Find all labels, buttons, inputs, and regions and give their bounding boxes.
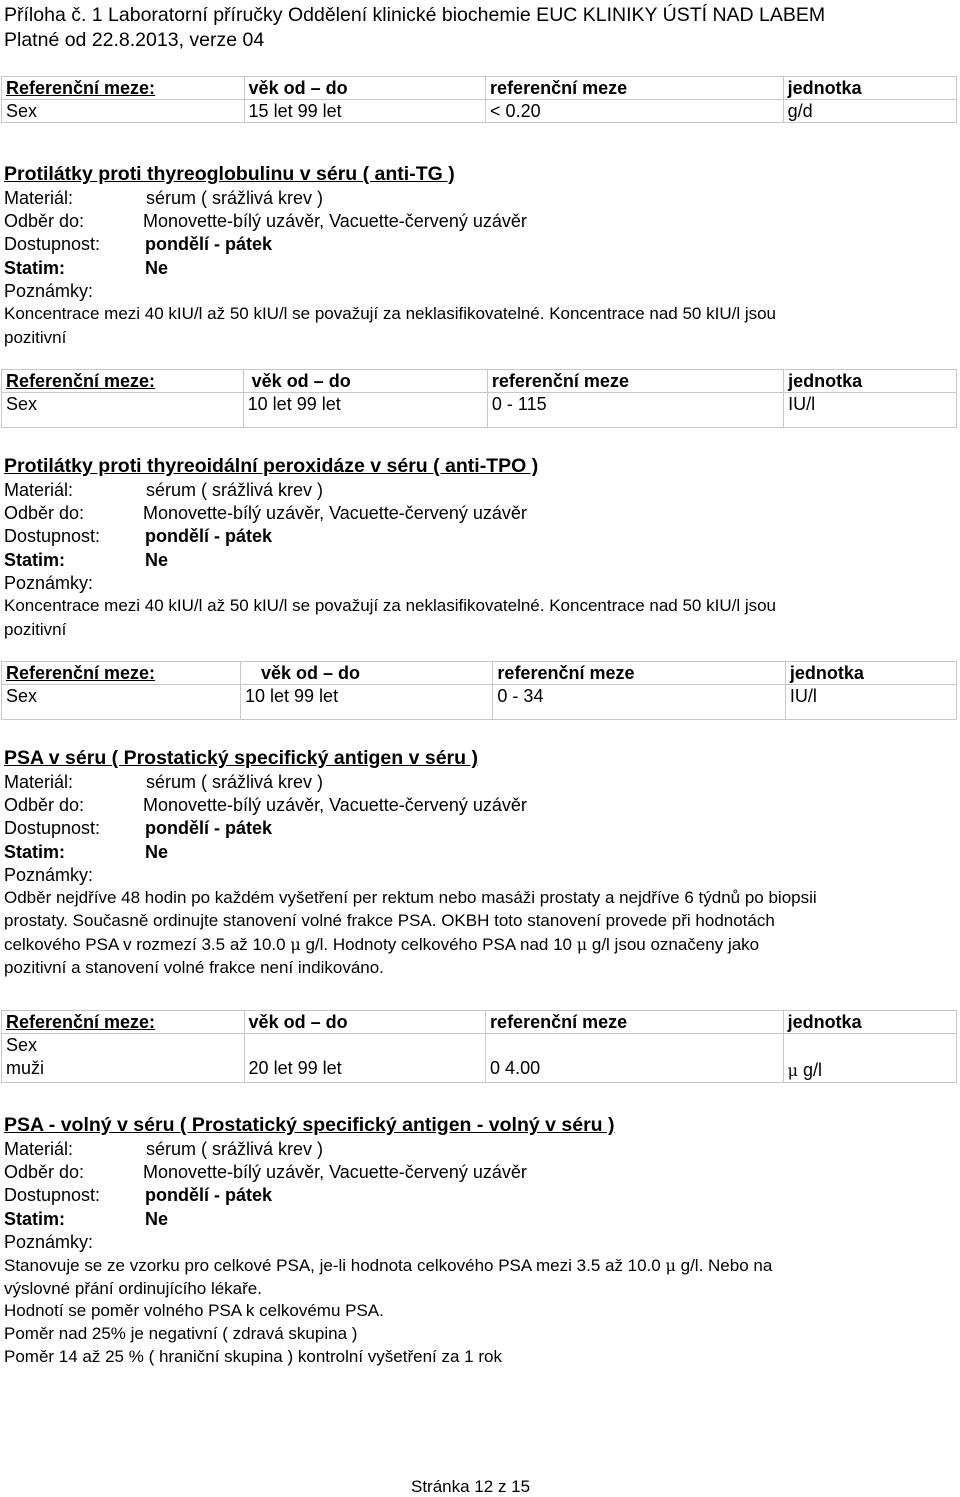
value-material: sérum ( srážlivá krev ): [146, 480, 324, 500]
value-dostupnost: pondělí - pátek: [145, 818, 273, 838]
header-age: věk od – do: [243, 370, 487, 393]
label-dostupnost: Dostupnost:: [4, 818, 101, 838]
note-line: pozitivní: [4, 620, 67, 639]
label-poznamky: Poznámky:: [4, 1232, 94, 1252]
table-row: [2, 1034, 957, 1083]
value-material: sérum ( srážlivá krev ): [146, 1139, 324, 1159]
cell-sex: Sex: [2, 393, 244, 428]
note-line: prostaty. Současně ordinujte stanovení volné frakce PSA. OKBH toto stanovení provede při hodnotách: [4, 911, 775, 930]
label-odber: Odběr do:: [4, 1162, 85, 1182]
cell-sex-group: [2, 1034, 245, 1083]
page-number: Stránka 12 z 15: [411, 1477, 531, 1496]
note-text-part: g/l. Nebo na: [680, 1256, 773, 1275]
label-odber: Odběr do:: [4, 211, 85, 231]
note-text: g/l jsou označeny jako: [591, 935, 760, 954]
note-line: Poměr 14 až 25 % ( hraniční skupina ) kontrolní vyšetření za 1 rok: [4, 1347, 502, 1366]
note-text: celkového PSA v rozmezí 3.5 až 10.0: [4, 935, 291, 954]
header-unit: jednotka: [784, 370, 957, 393]
label-dostupnost: Dostupnost:: [4, 1185, 101, 1205]
micro-symbol: μ: [576, 935, 588, 954]
value-odber: Monovette-bílý uzávěr, Vacuette-červený uzávěr: [143, 795, 527, 815]
reference-table-anti-tg: [1, 369, 957, 428]
header-range: referenční meze: [486, 1011, 784, 1034]
label-odber: Odběr do:: [4, 795, 85, 815]
unit-text: g/l: [802, 1060, 822, 1080]
header-range: referenční meze: [486, 77, 784, 100]
cell-unit: [783, 1034, 956, 1083]
label-statim: Statim:: [4, 842, 66, 862]
note-line: Koncentrace mezi 40 kIU/l až 50 kIU/l se považují za neklasifikovatelné. Koncentrace nad 50 kIU/l jsou: [4, 596, 777, 615]
note-line: pozitivní: [4, 328, 67, 347]
label-material: Materiál:: [4, 188, 74, 208]
header-unit: jednotka: [785, 662, 956, 685]
reference-table-top: [1, 76, 957, 123]
table-header-row: [2, 77, 957, 100]
value-dostupnost: pondělí - pátek: [145, 526, 273, 546]
note-line: výslovné přání ordinujícího lékaře.: [4, 1279, 262, 1298]
note-line: [4, 1255, 956, 1276]
section-title-psa: PSA v séru ( Prostatický specifický antigen v séru ): [4, 747, 478, 769]
value-statim: Ne: [145, 1209, 169, 1229]
value-statim: Ne: [145, 550, 169, 570]
cell-range: 0 - 34: [493, 685, 785, 720]
header-age: věk od – do: [241, 662, 493, 685]
label-dostupnost: Dostupnost:: [4, 526, 101, 546]
header-range: referenční meze: [493, 662, 785, 685]
cell-sex: Sex: [2, 685, 241, 720]
label-poznamky: Poznámky:: [4, 281, 94, 301]
note-line: Poměr nad 25% je negativní ( zdravá skupina ): [4, 1324, 358, 1343]
header-range: referenční meze: [487, 370, 783, 393]
cell-sex: Sex: [2, 100, 245, 123]
header-ref: Referenční meze:: [2, 370, 244, 393]
table-header-row: [2, 1011, 957, 1034]
value-odber: Monovette-bílý uzávěr, Vacuette-červený uzávěr: [143, 1162, 527, 1182]
value-material: sérum ( srážlivá krev ): [146, 188, 324, 208]
micro-symbol: μ: [787, 1061, 798, 1080]
header-ref: Referenční meze:: [2, 77, 245, 100]
label-odber: Odběr do:: [4, 503, 85, 523]
section-title-free-psa: PSA - volný v séru ( Prostatický specifický antigen - volný v séru ): [4, 1114, 615, 1136]
note-line: pozitivní a stanovení volné frakce není indikováno.: [4, 958, 384, 977]
header-ref: Referenční meze:: [2, 1011, 245, 1034]
value-statim: Ne: [145, 258, 169, 278]
value-odber: Monovette-bílý uzávěr, Vacuette-červený uzávěr: [143, 211, 527, 231]
table-row: [2, 100, 957, 123]
section-title-anti-tg: Protilátky proti thyreoglobulinu v séru ( anti-TG ): [4, 163, 455, 185]
note-text-part: Stanovuje se ze vzorku pro celkové PSA, je-li hodnota celkového PSA mezi 3.5 až 10.0: [4, 1256, 666, 1275]
reference-table-anti-tpo: [1, 661, 957, 720]
note-line: Koncentrace mezi 40 kIU/l až 50 kIU/l se považují za neklasifikovatelné. Koncentrace nad 50 kIU/l jsou: [4, 304, 777, 323]
header-validity: Platné od 22.8.2013, verze 04: [4, 29, 265, 51]
note-text: g/l. Hodnoty celkového PSA nad 10: [305, 935, 577, 954]
cell-age: 10 let 99 let: [241, 685, 493, 720]
note-line: [4, 934, 759, 955]
header-title: Příloha č. 1 Laboratorní příručky Oddělení klinické biochemie EUC KLINIKY ÚSTÍ NAD LABEM: [4, 4, 826, 26]
label-material: Materiál:: [4, 772, 74, 792]
table-header-row: [2, 662, 957, 685]
label-material: Materiál:: [4, 480, 74, 500]
cell-range: < 0.20: [486, 100, 784, 123]
value-dostupnost: pondělí - pátek: [145, 1185, 273, 1205]
header-age: věk od – do: [244, 1011, 486, 1034]
table-header-row: [2, 370, 957, 393]
cell-group: muži: [6, 1058, 45, 1078]
label-dostupnost: Dostupnost:: [4, 234, 101, 254]
note-line: Hodnotí se poměr volného PSA k celkovému PSA.: [4, 1301, 384, 1320]
cell-range: 0 4.00: [486, 1034, 784, 1083]
section-title-anti-tpo: Protilátky proti thyreoidální peroxidáze v séru ( anti-TPO ): [4, 455, 539, 477]
label-poznamky: Poznámky:: [4, 573, 94, 593]
cell-age: 10 let 99 let: [243, 393, 487, 428]
label-statim: Statim:: [4, 1209, 66, 1229]
note-text: [4, 1255, 772, 1276]
micro-symbol: μ: [665, 1256, 676, 1275]
cell-unit: IU/l: [784, 393, 957, 428]
cell-age: 15 let 99 let: [244, 100, 486, 123]
table-row: [2, 685, 957, 720]
label-material: Materiál:: [4, 1139, 74, 1159]
header-ref: Referenční meze:: [2, 662, 241, 685]
note-line: Odběr nejdříve 48 hodin po každém vyšetření per rektum nebo masáži prostaty a nejdříve 6 týdnů po biopsii: [4, 888, 817, 907]
value-statim: Ne: [145, 842, 169, 862]
cell-sex: Sex: [6, 1035, 38, 1055]
value-material: sérum ( srážlivá krev ): [146, 772, 324, 792]
value-odber: Monovette-bílý uzávěr, Vacuette-červený uzávěr: [143, 503, 527, 523]
micro-symbol: μ: [290, 935, 301, 954]
label-statim: Statim:: [4, 258, 66, 278]
header-unit: jednotka: [783, 1011, 956, 1034]
header-age: věk od – do: [244, 77, 486, 100]
cell-range: 0 - 115: [487, 393, 783, 428]
cell-age: 20 let 99 let: [244, 1034, 486, 1083]
value-dostupnost: pondělí - pátek: [145, 234, 273, 254]
cell-unit: IU/l: [785, 685, 956, 720]
label-poznamky: Poznámky:: [4, 865, 94, 885]
table-row: [2, 393, 957, 428]
label-statim: Statim:: [4, 550, 66, 570]
reference-table-psa: [1, 1010, 957, 1083]
header-unit: jednotka: [783, 77, 956, 100]
cell-unit: g/d: [783, 100, 956, 123]
